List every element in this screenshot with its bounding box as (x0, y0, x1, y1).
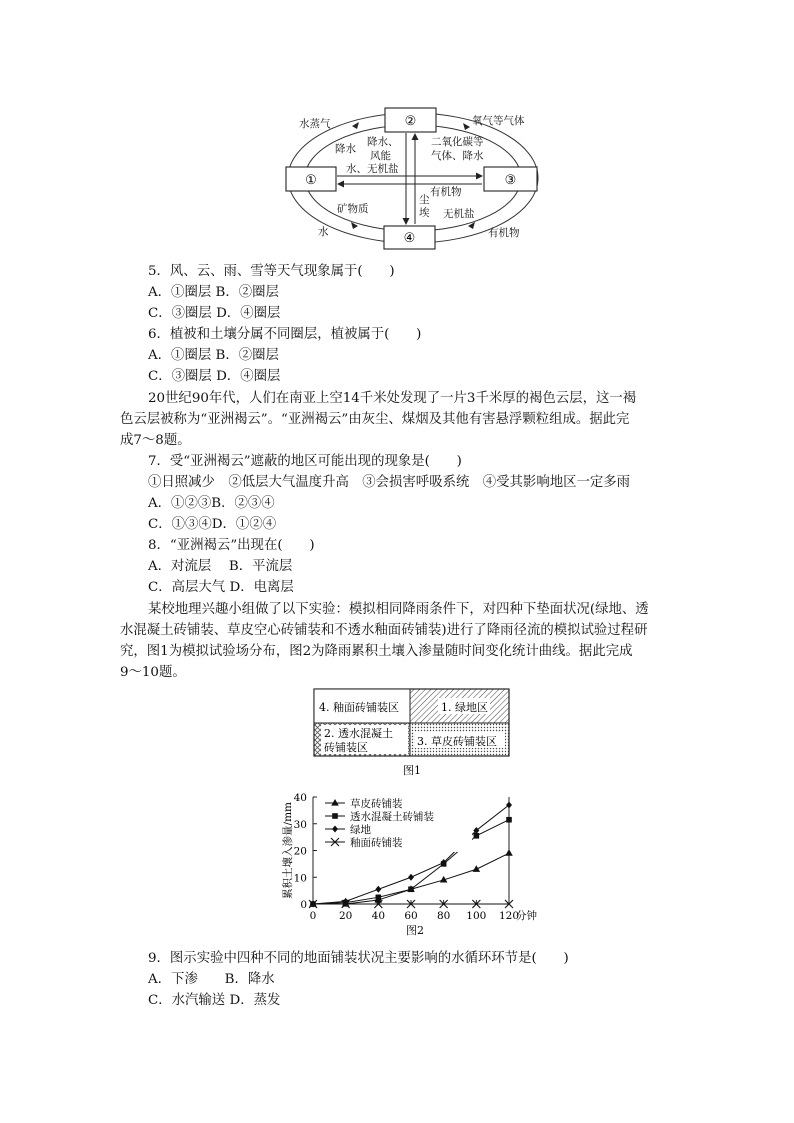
q7-options-ab: A．①②③B．②③④ (148, 496, 275, 511)
passage-9-10-line3: 究，图1为模拟试验场分布，图2为降雨累积土壤入渗量随时间变化统计曲线。据此完成 (120, 644, 633, 659)
label-dust-1: 尘 (419, 194, 430, 206)
svg-text:③: ③ (504, 173, 517, 188)
marker-diamond (408, 874, 414, 881)
q7-items: ①日照减少 ②低层大气温度升高 ③会损害呼吸系统 ④受其影响地区一定多雨 (148, 475, 631, 490)
label-water-minerals: 水、无机盐 (346, 163, 399, 175)
q8-stem: 8．“亚洲褐云”出现在( ) (148, 538, 315, 553)
q5-options-ab: A．①圈层 B．②圈层 (148, 285, 279, 300)
sphere-box-1 (286, 167, 336, 191)
x-tick-label: 0 (309, 910, 317, 922)
label-precip-mid-1: 降水、 (367, 136, 399, 148)
svg-text:1. 绿地区: 1. 绿地区 (441, 701, 488, 714)
zone-2-concrete (314, 723, 410, 756)
marker-square (376, 895, 382, 901)
label-organic-bottom: 有机物 (488, 227, 520, 239)
passage-7-8-line1: 20世纪90年代，人们在南亚上空14千米处发现了一片3千米厚的褐色云层，这一褐 (148, 391, 637, 406)
legend-label: 透水混凝土砖铺装 (350, 811, 434, 823)
marker-diamond (375, 886, 381, 893)
q6-options-ab: A．①圈层 B．②圈层 (148, 348, 279, 363)
svg-text:4. 釉面砖铺装区: 4. 釉面砖铺装区 (319, 701, 399, 714)
y-tick-label: 10 (293, 872, 307, 885)
q9-options-cd: C．水汽输送 D．蒸发 (148, 993, 281, 1008)
label-dust-2: 埃 (419, 207, 430, 219)
zone-4-glazed (314, 689, 410, 723)
zone-3-grass (410, 723, 509, 756)
svg-text:砖铺装区: 砖铺装区 (324, 741, 368, 754)
label-organic-mid: 有机物 (430, 186, 462, 198)
figure1-caption: 图1 (403, 764, 421, 777)
figure1-layout (310, 685, 515, 780)
svg-text:2. 透水混凝土: 2. 透水混凝土 (324, 727, 393, 740)
q9-stem: 9．图示实验中四种不同的地面铺装状况主要影响的水循环环节是( ) (148, 951, 569, 966)
legend-label: 草皮砖铺装 (350, 798, 403, 810)
x-tick-label: 40 (371, 910, 386, 922)
marker-square (332, 813, 338, 819)
spheres-diagram (278, 104, 554, 252)
x-tick-label: 60 (404, 910, 418, 922)
svg-text:①: ① (305, 173, 317, 188)
sphere-box-2 (385, 108, 436, 132)
passage-9-10-line4: 9～10题。 (120, 665, 186, 680)
legend-label: 釉面砖铺装 (350, 837, 403, 849)
svg-text:②: ② (404, 114, 417, 129)
y-axis-label: 累积土壤入渗量/mm (282, 802, 294, 899)
x-tick-label: 120 (498, 910, 520, 922)
q7-options-cd: C．①③④D．①②④ (148, 517, 277, 532)
marker-triangle (473, 865, 481, 872)
legend-label: 绿地 (350, 824, 371, 836)
passage-9-10-line1: 某校地理兴趣小组做了以下实验：模拟相同降雨条件下，对四种下垫面状况(绿地、透 (148, 602, 649, 617)
q6-options-cd: C．③圈层 D．④圈层 (148, 369, 281, 384)
q9-options-ab: A．下渗 B．降水 (148, 972, 275, 987)
q5-options-cd: C．③圈层 D．④圈层 (148, 306, 281, 321)
figure2-chart (270, 786, 580, 941)
marker-diamond (506, 802, 512, 809)
label-precip-left: 降水 (335, 143, 356, 155)
x-tick-label: 100 (466, 910, 487, 922)
sphere-box-3 (484, 167, 537, 191)
sphere-box-4 (384, 226, 435, 249)
y-tick-label: 40 (293, 792, 307, 804)
passage-7-8-line2: 色云层被称为“亚洲褐云”。“亚洲褐云”由灰尘、煤烟及其他有害悬浮颗粒组成。据此完 (120, 412, 630, 427)
y-tick-label: 0 (300, 899, 307, 911)
marker-square (506, 817, 512, 823)
label-precip-mid-2: 风能 (370, 150, 391, 162)
q5-stem: 5．风、云、雨、雪等天气现象属于( ) (148, 264, 395, 279)
zone-1-green (410, 689, 509, 723)
x-tick-label: 20 (338, 910, 353, 922)
label-co2-1: 二氧化碳等 (431, 136, 484, 148)
label-water-bottom: 水 (318, 226, 329, 238)
marker-triangle (505, 849, 513, 856)
figure2-caption: 图2 (406, 924, 424, 937)
q6-stem: 6．植被和土壤分属不同圈层，植被属于( ) (148, 327, 422, 342)
y-tick-label: 30 (293, 818, 307, 831)
svg-text:3. 草皮砖铺装区: 3. 草皮砖铺装区 (417, 735, 497, 748)
label-oxygen: 氧气等气体 (472, 115, 525, 127)
label-co2-2: 气体、降水 (431, 150, 484, 162)
x-axis-label: 分钟 (516, 910, 537, 922)
passage-7-8-line3: 成7～8题。 (120, 433, 191, 448)
q8-options-cd: C．高层大气 D．电离层 (148, 580, 294, 595)
q8-options-ab: A．对流层 B．平流层 (148, 559, 293, 574)
svg-text:④: ④ (403, 231, 416, 246)
x-tick-label: 80 (436, 910, 451, 922)
passage-9-10-line2: 水混凝土砖铺装、草皮空心砖铺装和不透水釉面砖铺装)进行了降雨径流的模拟试验过程研 (120, 623, 648, 638)
y-tick-label: 20 (293, 845, 307, 858)
marker-square (408, 886, 414, 892)
q7-stem: 7．受“亚洲褐云”遮蔽的地区可能出现的现象是( ) (148, 454, 462, 469)
label-minerals: 矿物质 (337, 203, 369, 215)
label-inorganic-salt: 无机盐 (443, 208, 475, 220)
label-water-vapor: 水蒸气 (299, 118, 331, 130)
